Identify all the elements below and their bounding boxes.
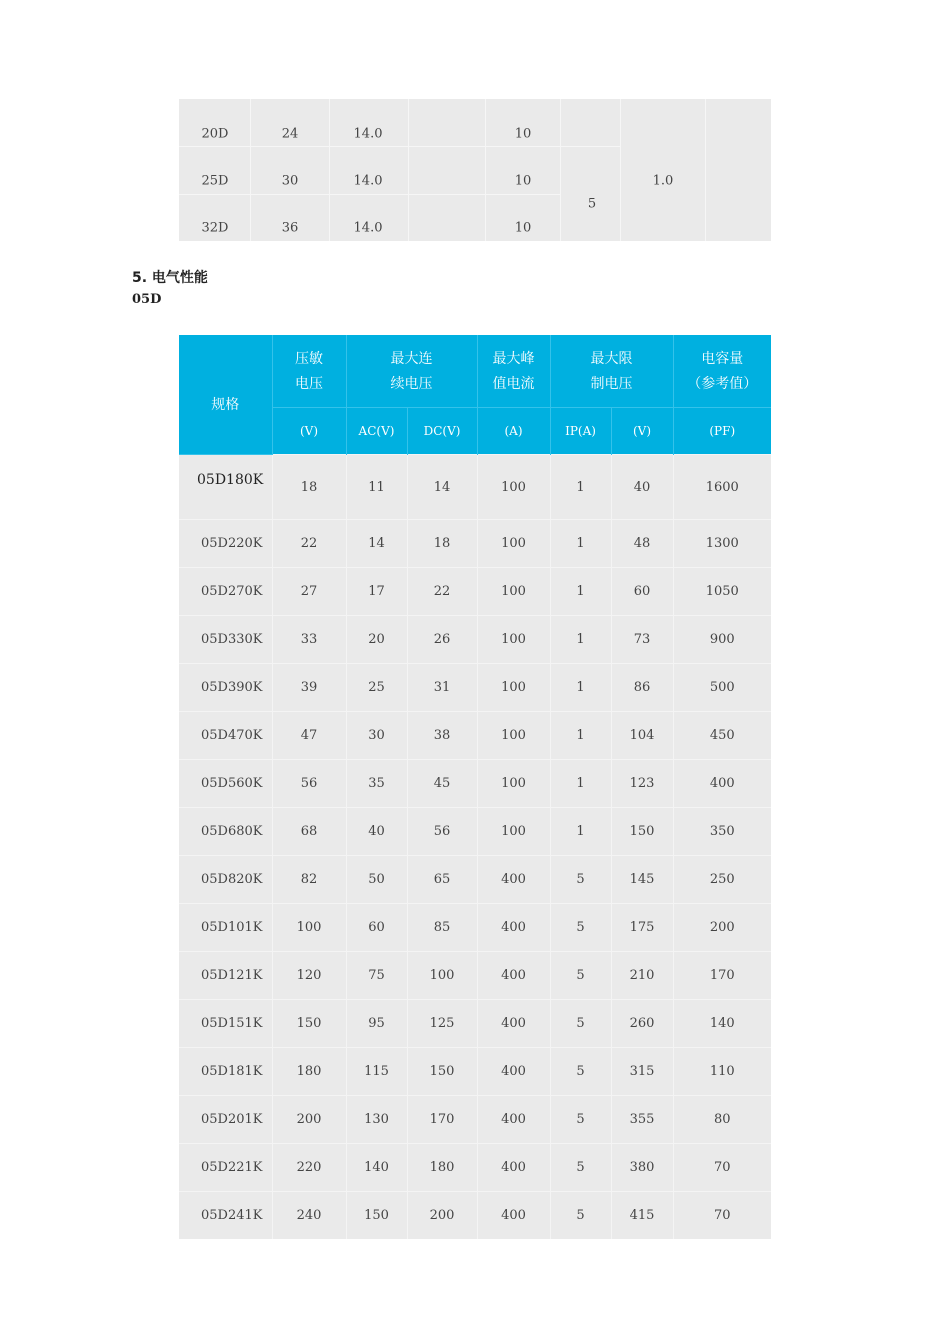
- value-cell: 18: [272, 455, 346, 520]
- value-cell: 200: [673, 904, 771, 952]
- value-cell: 125: [407, 1000, 477, 1048]
- value-cell: 100: [407, 952, 477, 1000]
- value-cell: 39: [272, 664, 346, 712]
- model-cell: 05D330K: [179, 616, 272, 664]
- value-cell: 22: [272, 520, 346, 568]
- model-cell: 05D680K: [179, 808, 272, 856]
- prev-row-cell: 14.0: [353, 220, 383, 236]
- value-cell: 150: [272, 1000, 346, 1048]
- value-cell: 22: [407, 568, 477, 616]
- prev-merged-cell: 5: [587, 196, 597, 212]
- model-cell: 05D270K: [179, 568, 272, 616]
- value-cell: 31: [407, 664, 477, 712]
- header-max-continuous-voltage: 最大连 续电压: [346, 335, 477, 408]
- table-row: [179, 856, 771, 904]
- value-cell: 130: [346, 1096, 407, 1144]
- electrical-spec-table: [179, 335, 771, 1239]
- unit-cell: DC(V): [407, 408, 477, 455]
- value-cell: 82: [272, 856, 346, 904]
- value-cell: 120: [272, 952, 346, 1000]
- value-cell: 200: [407, 1192, 477, 1240]
- spec-table-body: [179, 455, 771, 1240]
- table-row: [179, 1048, 771, 1096]
- value-cell: 95: [346, 1000, 407, 1048]
- value-cell: 70: [673, 1144, 771, 1192]
- table-row: [179, 455, 771, 520]
- value-cell: 1: [550, 568, 611, 616]
- table-row: [179, 1144, 771, 1192]
- value-cell: 100: [477, 616, 550, 664]
- value-cell: 450: [673, 712, 771, 760]
- value-cell: 1: [550, 664, 611, 712]
- value-cell: 14: [346, 520, 407, 568]
- value-cell: 1: [550, 808, 611, 856]
- prev-row-cell: 30: [281, 173, 299, 189]
- value-cell: 180: [407, 1144, 477, 1192]
- value-cell: 70: [673, 1192, 771, 1240]
- header-max-clamping-voltage: 最大限 制电压: [550, 335, 673, 408]
- model-cell: 05D121K: [179, 952, 272, 1000]
- value-cell: 260: [611, 1000, 673, 1048]
- value-cell: 5: [550, 1000, 611, 1048]
- value-cell: 400: [477, 1048, 550, 1096]
- prev-row-model: 20D: [201, 126, 229, 142]
- value-cell: 100: [477, 520, 550, 568]
- value-cell: 123: [611, 760, 673, 808]
- table-row: [179, 712, 771, 760]
- value-cell: 5: [550, 1096, 611, 1144]
- value-cell: 400: [477, 1096, 550, 1144]
- value-cell: 150: [346, 1192, 407, 1240]
- value-cell: 350: [673, 808, 771, 856]
- value-cell: 400: [477, 1144, 550, 1192]
- value-cell: 48: [611, 520, 673, 568]
- prev-row-cell: 14.0: [353, 126, 383, 142]
- section-title: 5. 电气性能: [132, 270, 208, 286]
- value-cell: 1: [550, 760, 611, 808]
- unit-cell: (V): [272, 408, 346, 455]
- value-cell: 380: [611, 1144, 673, 1192]
- value-cell: 145: [611, 856, 673, 904]
- header-capacitance: 电容量 （参考值）: [673, 335, 771, 408]
- value-cell: 5: [550, 1192, 611, 1240]
- value-cell: 5: [550, 904, 611, 952]
- prev-row-cell: 10: [514, 220, 532, 236]
- model-cell: 05D181K: [179, 1048, 272, 1096]
- value-cell: 170: [407, 1096, 477, 1144]
- prev-row-cell: 10: [514, 173, 532, 189]
- value-cell: 35: [346, 760, 407, 808]
- value-cell: 220: [272, 1144, 346, 1192]
- prev-row-cell: 14.0: [353, 173, 383, 189]
- table-row: [179, 952, 771, 1000]
- value-cell: 45: [407, 760, 477, 808]
- value-cell: 100: [477, 664, 550, 712]
- value-cell: 400: [477, 1000, 550, 1048]
- value-cell: 65: [407, 856, 477, 904]
- table-row: [179, 904, 771, 952]
- value-cell: 250: [673, 856, 771, 904]
- value-cell: 170: [673, 952, 771, 1000]
- value-cell: 30: [346, 712, 407, 760]
- table-row: [179, 760, 771, 808]
- value-cell: 200: [272, 1096, 346, 1144]
- table-row: [179, 808, 771, 856]
- value-cell: 150: [611, 808, 673, 856]
- value-cell: 400: [477, 904, 550, 952]
- unit-cell: AC(V): [346, 408, 407, 455]
- value-cell: 1050: [673, 568, 771, 616]
- table-row: [179, 664, 771, 712]
- value-cell: 100: [477, 455, 550, 520]
- model-cell: 05D820K: [179, 856, 272, 904]
- table-row: [179, 1000, 771, 1048]
- value-cell: 33: [272, 616, 346, 664]
- value-cell: 1: [550, 455, 611, 520]
- value-cell: 5: [550, 1144, 611, 1192]
- prev-row-model: 25D: [201, 173, 229, 189]
- value-cell: 18: [407, 520, 477, 568]
- value-cell: 1600: [673, 455, 771, 520]
- value-cell: 175: [611, 904, 673, 952]
- model-cell: 05D101K: [179, 904, 272, 952]
- value-cell: 1300: [673, 520, 771, 568]
- previous-spec-table: [179, 99, 771, 241]
- value-cell: 210: [611, 952, 673, 1000]
- value-cell: 400: [477, 856, 550, 904]
- model-cell: 05D470K: [179, 712, 272, 760]
- value-cell: 415: [611, 1192, 673, 1240]
- value-cell: 60: [346, 904, 407, 952]
- value-cell: 500: [673, 664, 771, 712]
- section-subtitle: 05D: [132, 292, 162, 307]
- unit-cell: IP(A): [550, 408, 611, 455]
- value-cell: 50: [346, 856, 407, 904]
- model-cell: 05D221K: [179, 1144, 272, 1192]
- value-cell: 355: [611, 1096, 673, 1144]
- value-cell: 100: [477, 808, 550, 856]
- value-cell: 60: [611, 568, 673, 616]
- model-cell: 05D220K: [179, 520, 272, 568]
- prev-row-model: 32D: [201, 220, 229, 236]
- table-row: [179, 568, 771, 616]
- value-cell: 5: [550, 856, 611, 904]
- value-cell: 11: [346, 455, 407, 520]
- value-cell: 100: [477, 568, 550, 616]
- value-cell: 400: [477, 1192, 550, 1240]
- value-cell: 1: [550, 520, 611, 568]
- prev-row-cell: 36: [281, 220, 299, 236]
- unit-cell: (A): [477, 408, 550, 455]
- value-cell: 38: [407, 712, 477, 760]
- value-cell: 85: [407, 904, 477, 952]
- value-cell: 47: [272, 712, 346, 760]
- value-cell: 56: [407, 808, 477, 856]
- value-cell: 5: [550, 1048, 611, 1096]
- value-cell: 100: [272, 904, 346, 952]
- value-cell: 100: [477, 712, 550, 760]
- value-cell: 140: [346, 1144, 407, 1192]
- table-row: [179, 616, 771, 664]
- value-cell: 40: [346, 808, 407, 856]
- value-cell: 17: [346, 568, 407, 616]
- table-row: [179, 520, 771, 568]
- value-cell: 68: [272, 808, 346, 856]
- value-cell: 104: [611, 712, 673, 760]
- header-spec: 规格: [179, 335, 272, 455]
- value-cell: 5: [550, 952, 611, 1000]
- unit-cell: (PF): [673, 408, 771, 455]
- model-cell: 05D560K: [179, 760, 272, 808]
- value-cell: 1: [550, 616, 611, 664]
- value-cell: 40: [611, 455, 673, 520]
- value-cell: 240: [272, 1192, 346, 1240]
- value-cell: 26: [407, 616, 477, 664]
- value-cell: 110: [673, 1048, 771, 1096]
- model-cell: 05D151K: [179, 1000, 272, 1048]
- model-cell: 05D180K: [179, 455, 272, 520]
- header-varistor-voltage: 压敏 电压: [272, 335, 346, 408]
- value-cell: 75: [346, 952, 407, 1000]
- value-cell: 150: [407, 1048, 477, 1096]
- value-cell: 56: [272, 760, 346, 808]
- unit-cell: (V): [611, 408, 673, 455]
- value-cell: 20: [346, 616, 407, 664]
- model-cell: 05D241K: [179, 1192, 272, 1240]
- model-cell: 05D201K: [179, 1096, 272, 1144]
- value-cell: 27: [272, 568, 346, 616]
- value-cell: 86: [611, 664, 673, 712]
- value-cell: 180: [272, 1048, 346, 1096]
- model-cell: 05D390K: [179, 664, 272, 712]
- table-row: [179, 1096, 771, 1144]
- header-max-peak-current: 最大峰 值电流: [477, 335, 550, 408]
- value-cell: 400: [673, 760, 771, 808]
- value-cell: 315: [611, 1048, 673, 1096]
- value-cell: 115: [346, 1048, 407, 1096]
- value-cell: 400: [477, 952, 550, 1000]
- value-cell: 900: [673, 616, 771, 664]
- table-row: [179, 1192, 771, 1240]
- value-cell: 25: [346, 664, 407, 712]
- prev-merged-cell: 1.0: [652, 173, 674, 189]
- value-cell: 14: [407, 455, 477, 520]
- prev-row-cell: 24: [281, 126, 299, 142]
- value-cell: 80: [673, 1096, 771, 1144]
- prev-row-cell: 10: [514, 126, 532, 142]
- value-cell: 100: [477, 760, 550, 808]
- value-cell: 73: [611, 616, 673, 664]
- value-cell: 1: [550, 712, 611, 760]
- value-cell: 140: [673, 1000, 771, 1048]
